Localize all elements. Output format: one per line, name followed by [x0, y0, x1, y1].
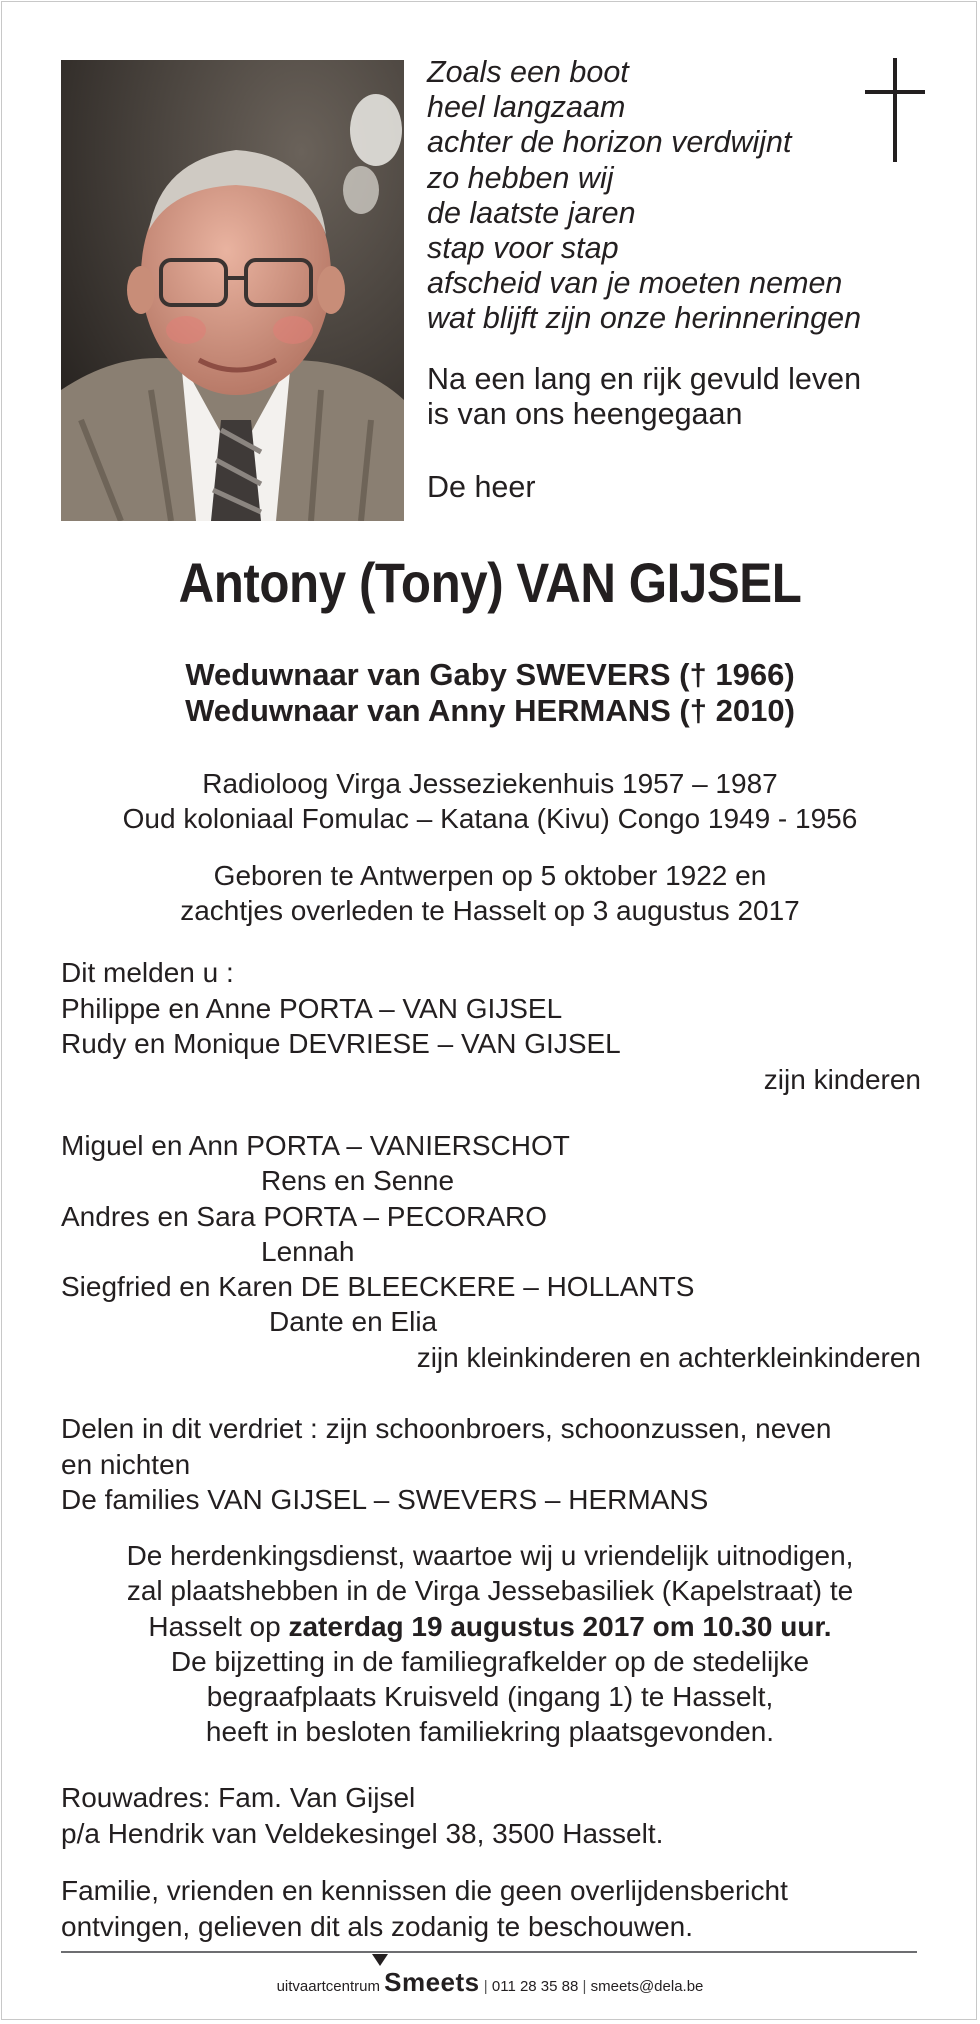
funeral-home-brand: Smeets: [384, 1967, 480, 1997]
career-line: Oud koloniaal Fomulac – Katana (Kivu) Congo 1949 - 1956: [122, 803, 858, 834]
service-line: [2, 1609, 978, 1644]
grandchild-couple: Andres en Sara PORTA – PECORARO: [61, 1200, 548, 1232]
footer-email: smeets@dela.be: [590, 1978, 704, 1995]
funeral-home-footer: [2, 1967, 978, 1998]
poem-line: achter de horizon verdwijnt: [427, 125, 792, 160]
widower-statement: [2, 657, 978, 729]
poem-line: afscheid van je moeten nemen: [427, 266, 843, 301]
poem-line: de laatste jaren: [427, 195, 636, 230]
children-label: zijn kinderen: [763, 1063, 921, 1095]
portrait-illustration: [61, 60, 404, 521]
service-line: zal plaatshebben in de Virga Jessebasiliek (Kapelstraat) te: [126, 1575, 854, 1607]
triangle-down-icon: [372, 1954, 388, 1966]
grief-line: en nichten: [61, 1448, 191, 1480]
child-couple: Philippe en Anne PORTA – VAN GIJSEL: [61, 992, 563, 1024]
child-couple: Rudy en Monique DEVRIESE – VAN GIJSEL: [61, 1028, 621, 1059]
footer-separator: |: [582, 1978, 587, 1995]
obituary-card: [1, 1, 977, 2020]
grandchild-couple: Miguel en Ann PORTA – VANIERSCHOT: [61, 1130, 570, 1161]
service-line: De herdenkingsdienst, waartoe wij u vriendelijk uitnodigen,: [126, 1540, 854, 1571]
poem-line: wat blijft zijn onze herinneringen: [427, 301, 862, 336]
career-line: Radioloog Virga Jesseziekenhuis 1957 – 1987: [202, 768, 778, 799]
death-line: zachtjes overleden te Hasselt op 3 augustus 2017: [180, 895, 800, 926]
great-grandchildren: Dante en Elia: [269, 1306, 438, 1338]
address-line: Rouwadres: Fam. Van Gijsel: [61, 1782, 416, 1813]
mourning-address: [61, 1780, 921, 1851]
poem: [427, 55, 861, 337]
service-line: begraafplaats Kruisveld (ingang 1) te Hasselt,: [206, 1681, 774, 1713]
grandchildren-section: [61, 1128, 921, 1375]
footer-prefix: uitvaartcentrum: [276, 1978, 380, 1995]
grief-line: De families VAN GIJSEL – SWEVERS – HERMANS: [61, 1484, 709, 1515]
deceased-name: Antony (Tony) VAN GIJSEL: [178, 551, 802, 614]
intro-line: is van ons heengegaan: [427, 397, 743, 432]
service-info: [2, 1538, 978, 1750]
service-line: heeft in besloten familiekring plaatsgevonden.: [205, 1716, 775, 1748]
service-date-prefix: Hasselt op: [148, 1610, 289, 1642]
great-grandchildren: Rens en Senne: [261, 1165, 455, 1197]
notice-line: Familie, vrienden en kennissen die geen overlijdensbericht: [61, 1875, 788, 1906]
grief-line: Delen in dit verdriet : zijn schoonbroers, schoonzussen, neven: [61, 1413, 832, 1444]
notice-line: ontvingen, gelieven dit als zodanig te beschouwen.: [61, 1910, 693, 1942]
career-info: [2, 766, 978, 836]
intro-line: Na een lang en rijk gevuld leven: [427, 362, 862, 396]
service-line: De bijzetting in de familiegrafkelder op de stedelijke: [170, 1645, 810, 1677]
poem-line: stap voor stap: [427, 231, 619, 266]
intro-text: [427, 362, 861, 432]
poem-line: zo hebben wij: [427, 160, 614, 195]
birth-line: Geboren te Antwerpen op 5 oktober 1922 en: [213, 860, 767, 891]
cross-icon: [865, 58, 925, 162]
widower-line: Weduwnaar van Gaby SWEVERS († 1966): [185, 657, 795, 692]
footer-divider: [61, 1951, 917, 1953]
footer-separator: |: [483, 1978, 488, 1995]
deceased-photo: [61, 60, 404, 521]
birth-death-info: [2, 858, 978, 928]
poem-line: heel langzaam: [427, 90, 626, 125]
grief-section: [61, 1411, 921, 1518]
children-section: [61, 955, 921, 1097]
address-line: p/a Hendrik van Veldekesingel 38, 3500 Hasselt.: [61, 1817, 664, 1849]
widower-line: Weduwnaar van Anny HERMANS († 2010): [185, 693, 795, 728]
notice: [61, 1873, 921, 1944]
grandchildren-label: zijn kleinkinderen en achterkleinkinderen: [416, 1341, 921, 1373]
service-date: zaterdag 19 augustus 2017 om 10.30 uur.: [288, 1610, 832, 1642]
great-grandchildren: Lennah: [261, 1235, 355, 1267]
announcement-intro: Dit melden u :: [61, 957, 234, 988]
footer-phone: 011 28 35 88: [491, 1978, 579, 1995]
honorific: De heer: [427, 470, 536, 504]
grandchild-couple: Siegfried en Karen DE BLEECKERE – HOLLANTS: [61, 1271, 695, 1303]
poem-line: Zoals een boot: [427, 55, 629, 89]
